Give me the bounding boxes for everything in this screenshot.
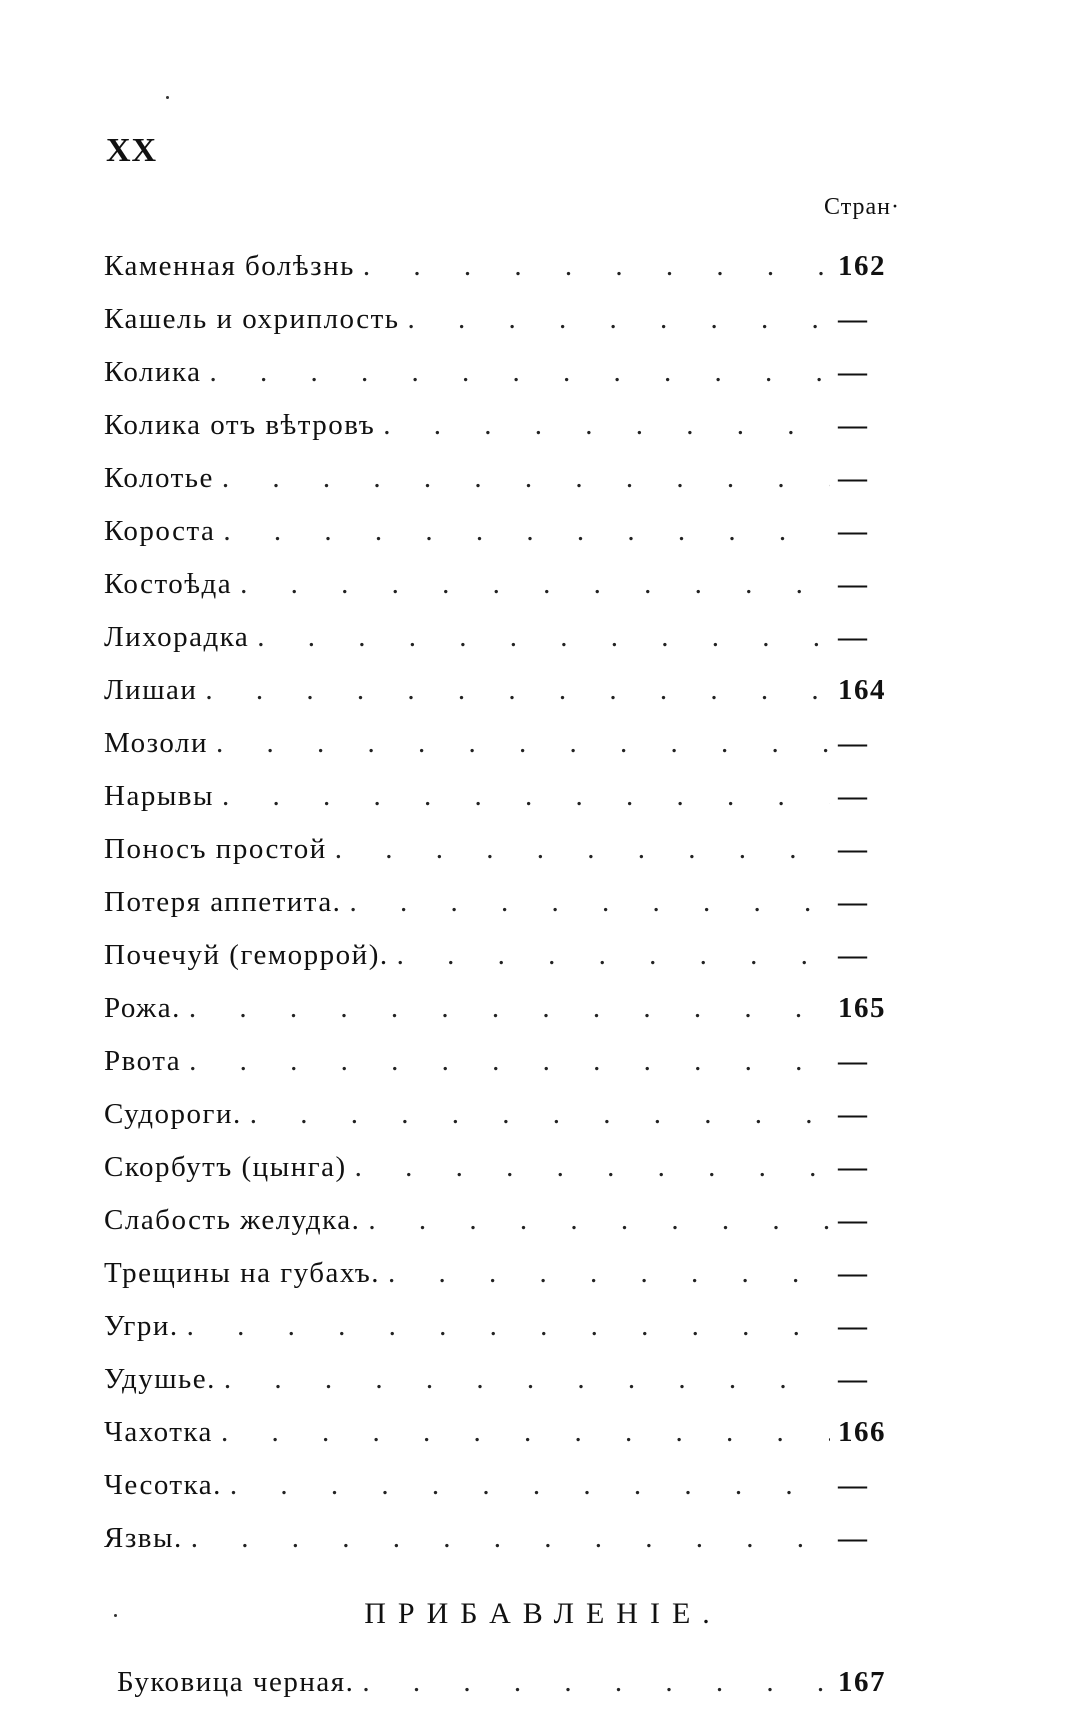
toc-entry-page: — <box>838 833 869 865</box>
toc-entry-title: Язвы. <box>104 1522 183 1554</box>
dot-leader <box>240 568 830 601</box>
toc-entry <box>104 303 904 356</box>
toc-entry <box>104 1151 904 1204</box>
dot-leader <box>388 1257 830 1290</box>
page-column-header: Стран· <box>824 194 900 220</box>
toc-entry-page: — <box>838 1045 869 1077</box>
page-number: XX <box>106 132 158 169</box>
toc-entry <box>104 250 904 303</box>
toc-entry <box>104 1098 904 1151</box>
toc-entry <box>104 727 904 780</box>
dot-leader <box>250 1098 830 1131</box>
dot-leader <box>189 1045 830 1078</box>
toc-entry-page: — <box>838 939 869 971</box>
toc-entry-page: — <box>838 621 869 653</box>
dot-leader <box>383 409 830 442</box>
dot-leader <box>257 621 830 654</box>
toc-entry <box>104 1257 904 1310</box>
toc-entry <box>104 1045 904 1098</box>
toc-entry-page: — <box>838 727 869 759</box>
toc-entry-title: Лихорадка <box>104 621 250 653</box>
toc-entry-title: Угри. <box>104 1310 179 1342</box>
print-speck <box>114 1614 117 1617</box>
dot-leader <box>222 462 830 495</box>
toc-entry <box>104 1469 904 1522</box>
toc-entry <box>104 992 904 1045</box>
dot-leader <box>210 356 830 389</box>
toc-entry-page: — <box>838 1098 869 1130</box>
toc-entry-page: 164 <box>838 674 886 706</box>
dot-leader <box>223 515 830 548</box>
dot-leader <box>224 1363 830 1396</box>
dot-leader <box>368 1204 830 1237</box>
toc-entry <box>104 1363 904 1416</box>
toc-entry-title: Каменная болѣзнь <box>104 250 355 282</box>
toc-entry-title: Чесотка. <box>104 1469 222 1501</box>
toc-entry <box>104 1416 904 1469</box>
dot-leader <box>230 1469 830 1502</box>
toc-entry-page: — <box>838 515 869 547</box>
dot-leader <box>349 886 830 919</box>
dot-leader <box>191 1522 830 1555</box>
toc-entry-title: Скорбутъ (цынга) <box>104 1151 347 1183</box>
toc-entry-title: Колотье <box>104 462 214 494</box>
print-speck <box>166 96 169 99</box>
dot-leader <box>221 1416 830 1449</box>
toc-entry-page: 165 <box>838 992 886 1024</box>
dot-leader <box>205 674 830 707</box>
toc-entry-page: 167 <box>838 1666 886 1698</box>
toc-entry-title: Нарывы <box>104 780 214 812</box>
toc-entry <box>104 1310 904 1363</box>
toc-entry-title: Лишаи <box>104 674 198 706</box>
toc-entry <box>104 356 904 409</box>
toc-entry-page: — <box>838 462 869 494</box>
toc-entry <box>104 568 904 621</box>
toc-entry <box>104 1522 904 1575</box>
dot-leader <box>408 303 830 336</box>
toc-entry-page: — <box>838 409 869 441</box>
toc-entry <box>104 462 904 515</box>
toc-entry-page: — <box>838 303 869 335</box>
toc-entry-title: Почечуй (геморрой). <box>104 939 389 971</box>
toc-entry-page: — <box>838 1204 869 1236</box>
toc-entry <box>104 780 904 833</box>
toc-entry-page: 162 <box>838 250 886 282</box>
toc-entry-title: Колика <box>104 356 202 388</box>
toc-entry-page: — <box>838 1151 869 1183</box>
section-heading: ПРИБАВЛЕНІЕ. <box>364 1597 722 1630</box>
toc-entry <box>104 674 904 727</box>
dot-leader <box>189 992 830 1025</box>
dot-leader <box>216 727 830 760</box>
toc-entry-page: — <box>838 1310 869 1342</box>
dot-leader <box>362 1666 830 1699</box>
toc-entry-title: Мозоли <box>104 727 208 759</box>
appendix-list <box>117 1666 904 1719</box>
dot-leader <box>222 780 830 813</box>
toc-entry-page: 166 <box>838 1416 886 1448</box>
dot-leader <box>397 939 830 972</box>
toc-entry-page: — <box>838 1363 869 1395</box>
toc-entry <box>104 833 904 886</box>
toc-entry-title: Буковица черная. <box>117 1666 355 1698</box>
toc-entry-title: Судороги. <box>104 1098 242 1130</box>
toc-entry-title: Поносъ простой <box>104 833 327 865</box>
toc-entry-title: Костоѣда <box>104 568 233 600</box>
toc-entry-title: Рвота <box>104 1045 182 1077</box>
toc-entry-page: — <box>838 780 869 812</box>
toc-entry-title: Чахотка <box>104 1416 213 1448</box>
toc-entry-title: Короста <box>104 515 216 547</box>
dot-leader <box>335 833 830 866</box>
toc-entry-title: Удушье. <box>104 1363 216 1395</box>
toc-entry <box>104 886 904 939</box>
toc-entry-page: — <box>838 568 869 600</box>
toc-entry-title: Потеря аппетита. <box>104 886 342 918</box>
toc-entry-title: Кашель и охриплость <box>104 303 400 335</box>
toc-entry <box>104 515 904 568</box>
toc-entry-page: — <box>838 1469 869 1501</box>
toc-entry <box>104 409 904 462</box>
dot-leader <box>363 250 830 283</box>
toc-entry-page: — <box>838 886 869 918</box>
toc-entry-title: Слабость желудка. <box>104 1204 361 1236</box>
toc-entry-title: Колика отъ вѣтровъ <box>104 409 376 441</box>
toc-entry-page: — <box>838 1257 869 1289</box>
toc-entry <box>104 621 904 674</box>
toc-entry <box>104 939 904 992</box>
toc-entry-title: Трещины на губахъ. <box>104 1257 381 1289</box>
table-of-contents <box>104 250 904 1575</box>
toc-entry-title: Рожа. <box>104 992 181 1024</box>
dot-leader <box>355 1151 830 1184</box>
dot-leader <box>187 1310 830 1343</box>
toc-entry-page: — <box>838 356 869 388</box>
toc-entry <box>117 1666 904 1719</box>
toc-entry <box>104 1204 904 1257</box>
toc-entry-page: — <box>838 1522 869 1554</box>
